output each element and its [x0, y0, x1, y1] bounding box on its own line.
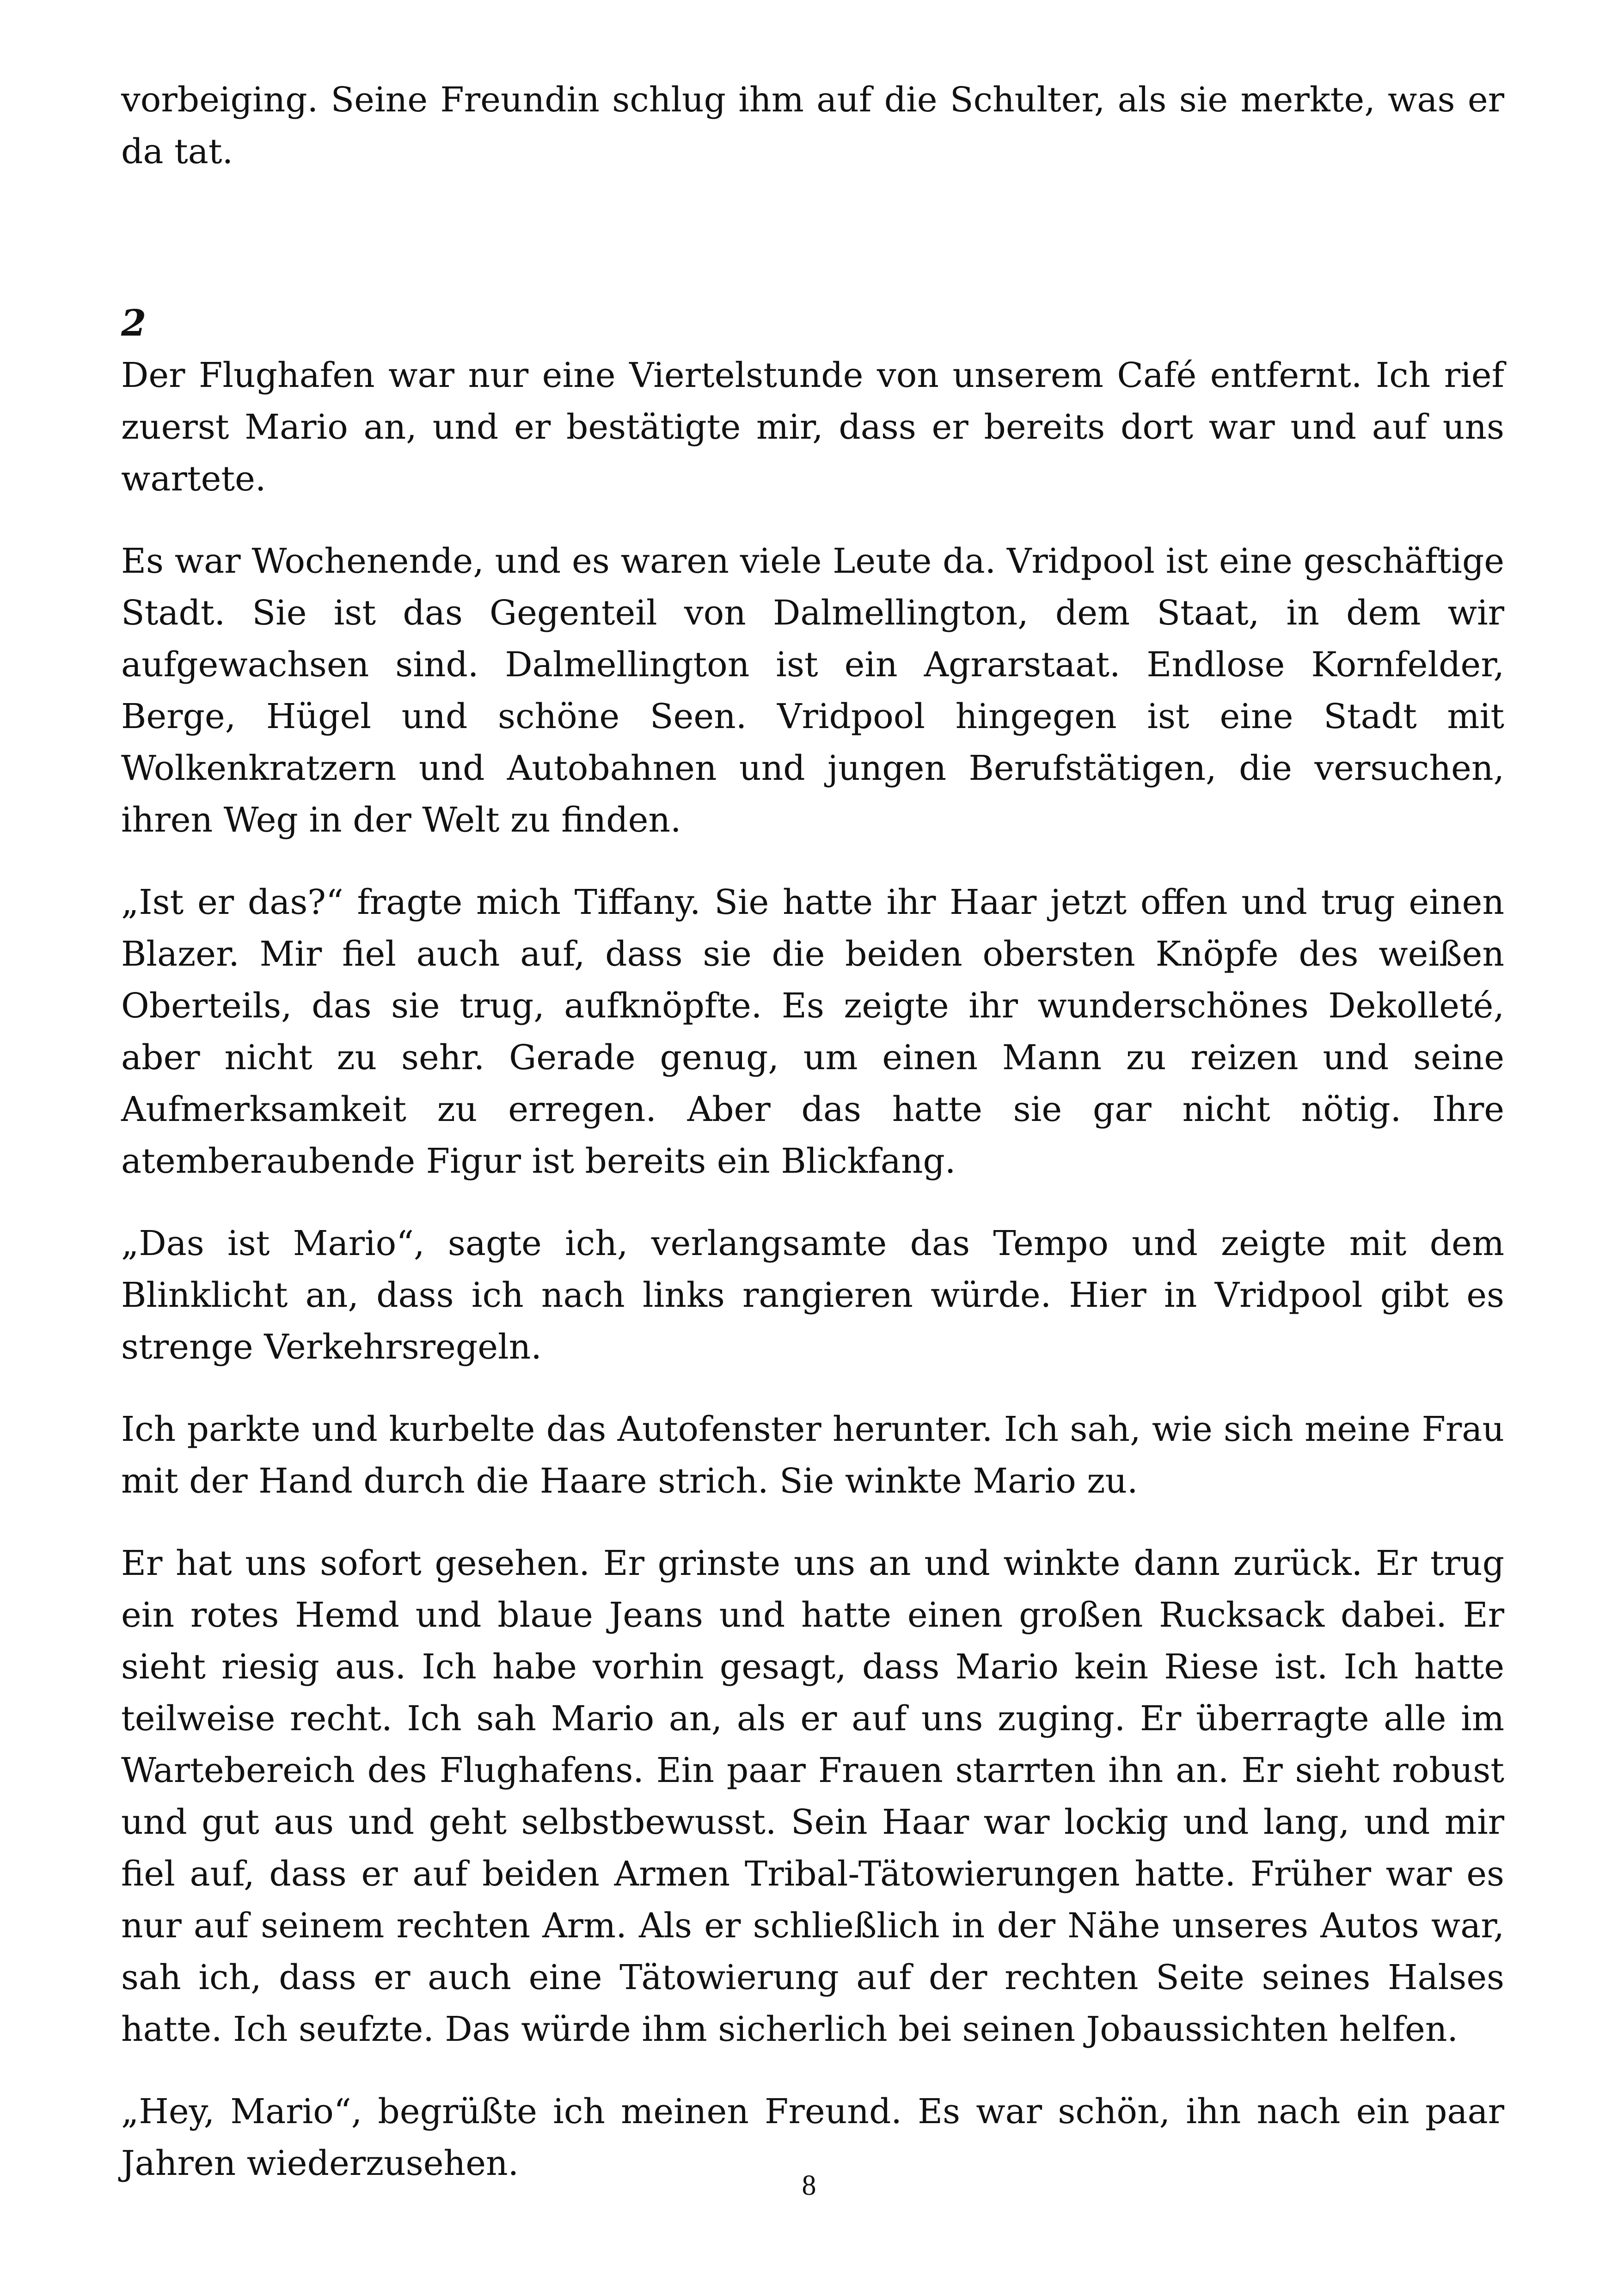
paragraph: vorbeiging. Seine Freundin schlug ihm auf die Schulter, als sie merkte, was er da tat.: [121, 80, 1504, 171]
chapter-number: 2: [121, 302, 147, 344]
paragraph: Es war Wochenende, und es waren viele Leute da. Vridpool ist eine geschäftige Stadt. Sie ist das Gegenteil von Dalmellington, dem Staat, in dem wir aufgewachsen sind. Dalmellington ist ein Agrarstaat. Endlose Kornfelder, Berge, Hügel und schöne Seen. Vridpool hingegen ist eine Stadt mit Wolkenkratzern und Autobahnen und jungen Berufstätigen, die versuchen, ihren Weg in der Welt zu finden.: [121, 541, 1504, 840]
paragraph: Ich parkte und kurbelte das Autofenster herunter. Ich sah, wie sich meine Frau mit der Hand durch die Haare strich. Sie winkte Mario zu.: [121, 1409, 1504, 1501]
paragraph: „Hey, Mario“, begrüßte ich meinen Freund. Es war schön, ihn nach ein paar Jahren wiederzusehen.: [121, 2092, 1504, 2183]
paragraph: Er hat uns sofort gesehen. Er grinste uns an und winkte dann zurück. Er trug ein rotes Hemd und blaue Jeans und hatte einen großen Rucksack dabei. Er sieht riesig aus. Ich habe vorhin gesagt, dass Mario kein Riese ist. Ich hatte teilweise recht. Ich sah Mario an, als er auf uns zuging. Er überragte alle im Wartebereich des Flughafens. Ein paar Frauen starrten ihn an. Er sieht robust und gut aus und geht selbstbewusst. Sein Haar war lockig und lang, und mir fiel auf, dass er auf beiden Armen Tribal-Tätowierungen hatte. Früher war es nur auf seinem rechten Arm. Als er schließlich in der Nähe unseres Autos war, sah ich, dass er auch eine Tätowierung auf der rechten Seite seines Halses hatte. Ich seufzte. Das würde ihm sicherlich bei seinen Jobaussichten helfen.: [121, 1543, 1504, 2049]
paragraph: „Ist er das?“ fragte mich Tiffany. Sie hatte ihr Haar jetzt offen und trug einen Blazer. Mir fiel auch auf, dass sie die beiden obersten Knöpfe des weißen Oberteils, das sie trug, aufknöpfte. Es zeigte ihr wunderschönes Dekolleté, aber nicht zu sehr. Gerade genug, um einen Mann zu reizen und seine Aufmerksamkeit zu erregen. Aber das hatte sie gar nicht nötig. Ihre atemberaubende Figur ist bereits ein Blickfang.: [121, 882, 1504, 1181]
page-number: 8: [802, 2170, 816, 2201]
paragraph: „Das ist Mario“, sagte ich, verlangsamte das Tempo und zeigte mit dem Blinklicht an, dass ich nach links rangieren würde. Hier in Vridpool gibt es strenge Verkehrsregeln.: [121, 1224, 1504, 1367]
page-body: [121, 74, 1504, 2220]
paragraph: Der Flughafen war nur eine Viertelstunde von unserem Café entfernt. Ich rief zuerst Mario an, und er bestätigte mir, dass er bereits dort war und auf uns wartete.: [121, 355, 1504, 499]
